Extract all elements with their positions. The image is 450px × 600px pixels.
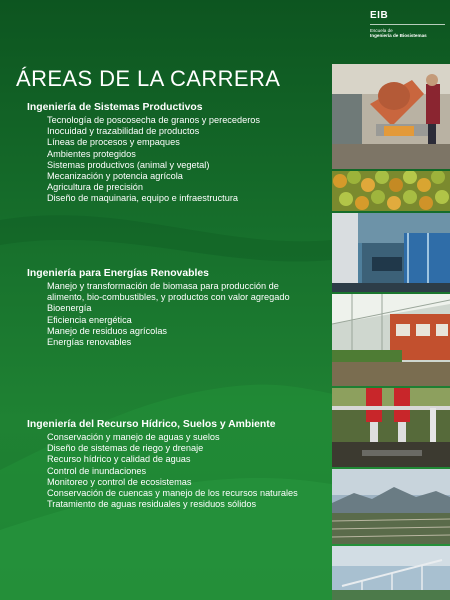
list-item: Bioenergía xyxy=(47,303,92,314)
photo-processing-line xyxy=(332,64,450,169)
list-item: Monitoreo y control de ecosistemas xyxy=(47,476,192,487)
photo-technician-equipment xyxy=(332,213,450,292)
list-item: Manejo y transformación de biomasa para producción de xyxy=(47,281,279,291)
list-item: Energías renovables xyxy=(47,337,132,348)
section-item-list xyxy=(47,281,327,348)
list-item: Sistemas productivos (animal y vegetal) xyxy=(47,159,210,170)
list-item: Agricultura de precisión xyxy=(47,182,144,193)
list-item: Tecnología de poscosecha de granos y perecederos xyxy=(47,115,260,125)
list-item: Mecanización y potencia agrícola xyxy=(47,171,183,182)
logo-line-1: Escuela de xyxy=(370,28,393,33)
list-item: Inocuidad y trazabilidad de productos xyxy=(47,126,200,137)
section-energias-renovables xyxy=(27,267,327,348)
logo-line-2: Ingeniería de Biosistemas xyxy=(370,33,427,39)
list-item: Diseño de maquinaria, equipo e infraestructura xyxy=(47,193,239,204)
list-item: Tratamiento de aguas residuales y residuos sólidos xyxy=(47,499,257,510)
list-item: Manejo de residuos agrícolas xyxy=(47,325,168,336)
page-title: ÁREAS DE LA CARRERA xyxy=(16,66,281,91)
list-item: Ambientes protegidos xyxy=(47,148,136,159)
list-item: Recurso hídrico y calidad de aguas xyxy=(47,454,191,465)
photo-greenhouse xyxy=(332,294,450,385)
section-heading: Ingeniería de Sistemas Productivos xyxy=(27,102,203,113)
logo-divider xyxy=(370,24,445,25)
logo-abbreviation: EIB xyxy=(370,10,389,21)
photo-irrigation-pipes xyxy=(332,388,450,467)
section-item-list xyxy=(47,115,327,205)
list-item: Control de inundaciones xyxy=(47,465,147,476)
photo-citrus-fruits xyxy=(332,171,450,211)
school-logo xyxy=(370,10,445,39)
photo-pivot-irrigation xyxy=(332,546,450,600)
section-recurso-hidrico xyxy=(27,418,327,510)
section-sistemas-productivos xyxy=(27,101,327,205)
list-item: Conservación de cuencas y manejo de los recursos naturales xyxy=(47,488,298,499)
photo-strip xyxy=(332,64,450,600)
list-item: Eficiencia energética xyxy=(47,314,132,325)
section-heading: Ingeniería para Energías Renovables xyxy=(27,268,209,279)
section-heading: Ingeniería del Recurso Hídrico, Suelos y Ambiente xyxy=(27,419,276,430)
list-item: Líneas de procesos y empaques xyxy=(47,137,180,148)
list-item: Conservación y manejo de aguas y suelos xyxy=(47,432,220,442)
section-item-list xyxy=(47,432,327,510)
photo-landscape-fields xyxy=(332,469,450,544)
list-item: alimento, bio-combustibles, y productos con valor agregado xyxy=(47,292,290,303)
list-item: Diseño de sistemas de riego y drenaje xyxy=(47,443,204,454)
